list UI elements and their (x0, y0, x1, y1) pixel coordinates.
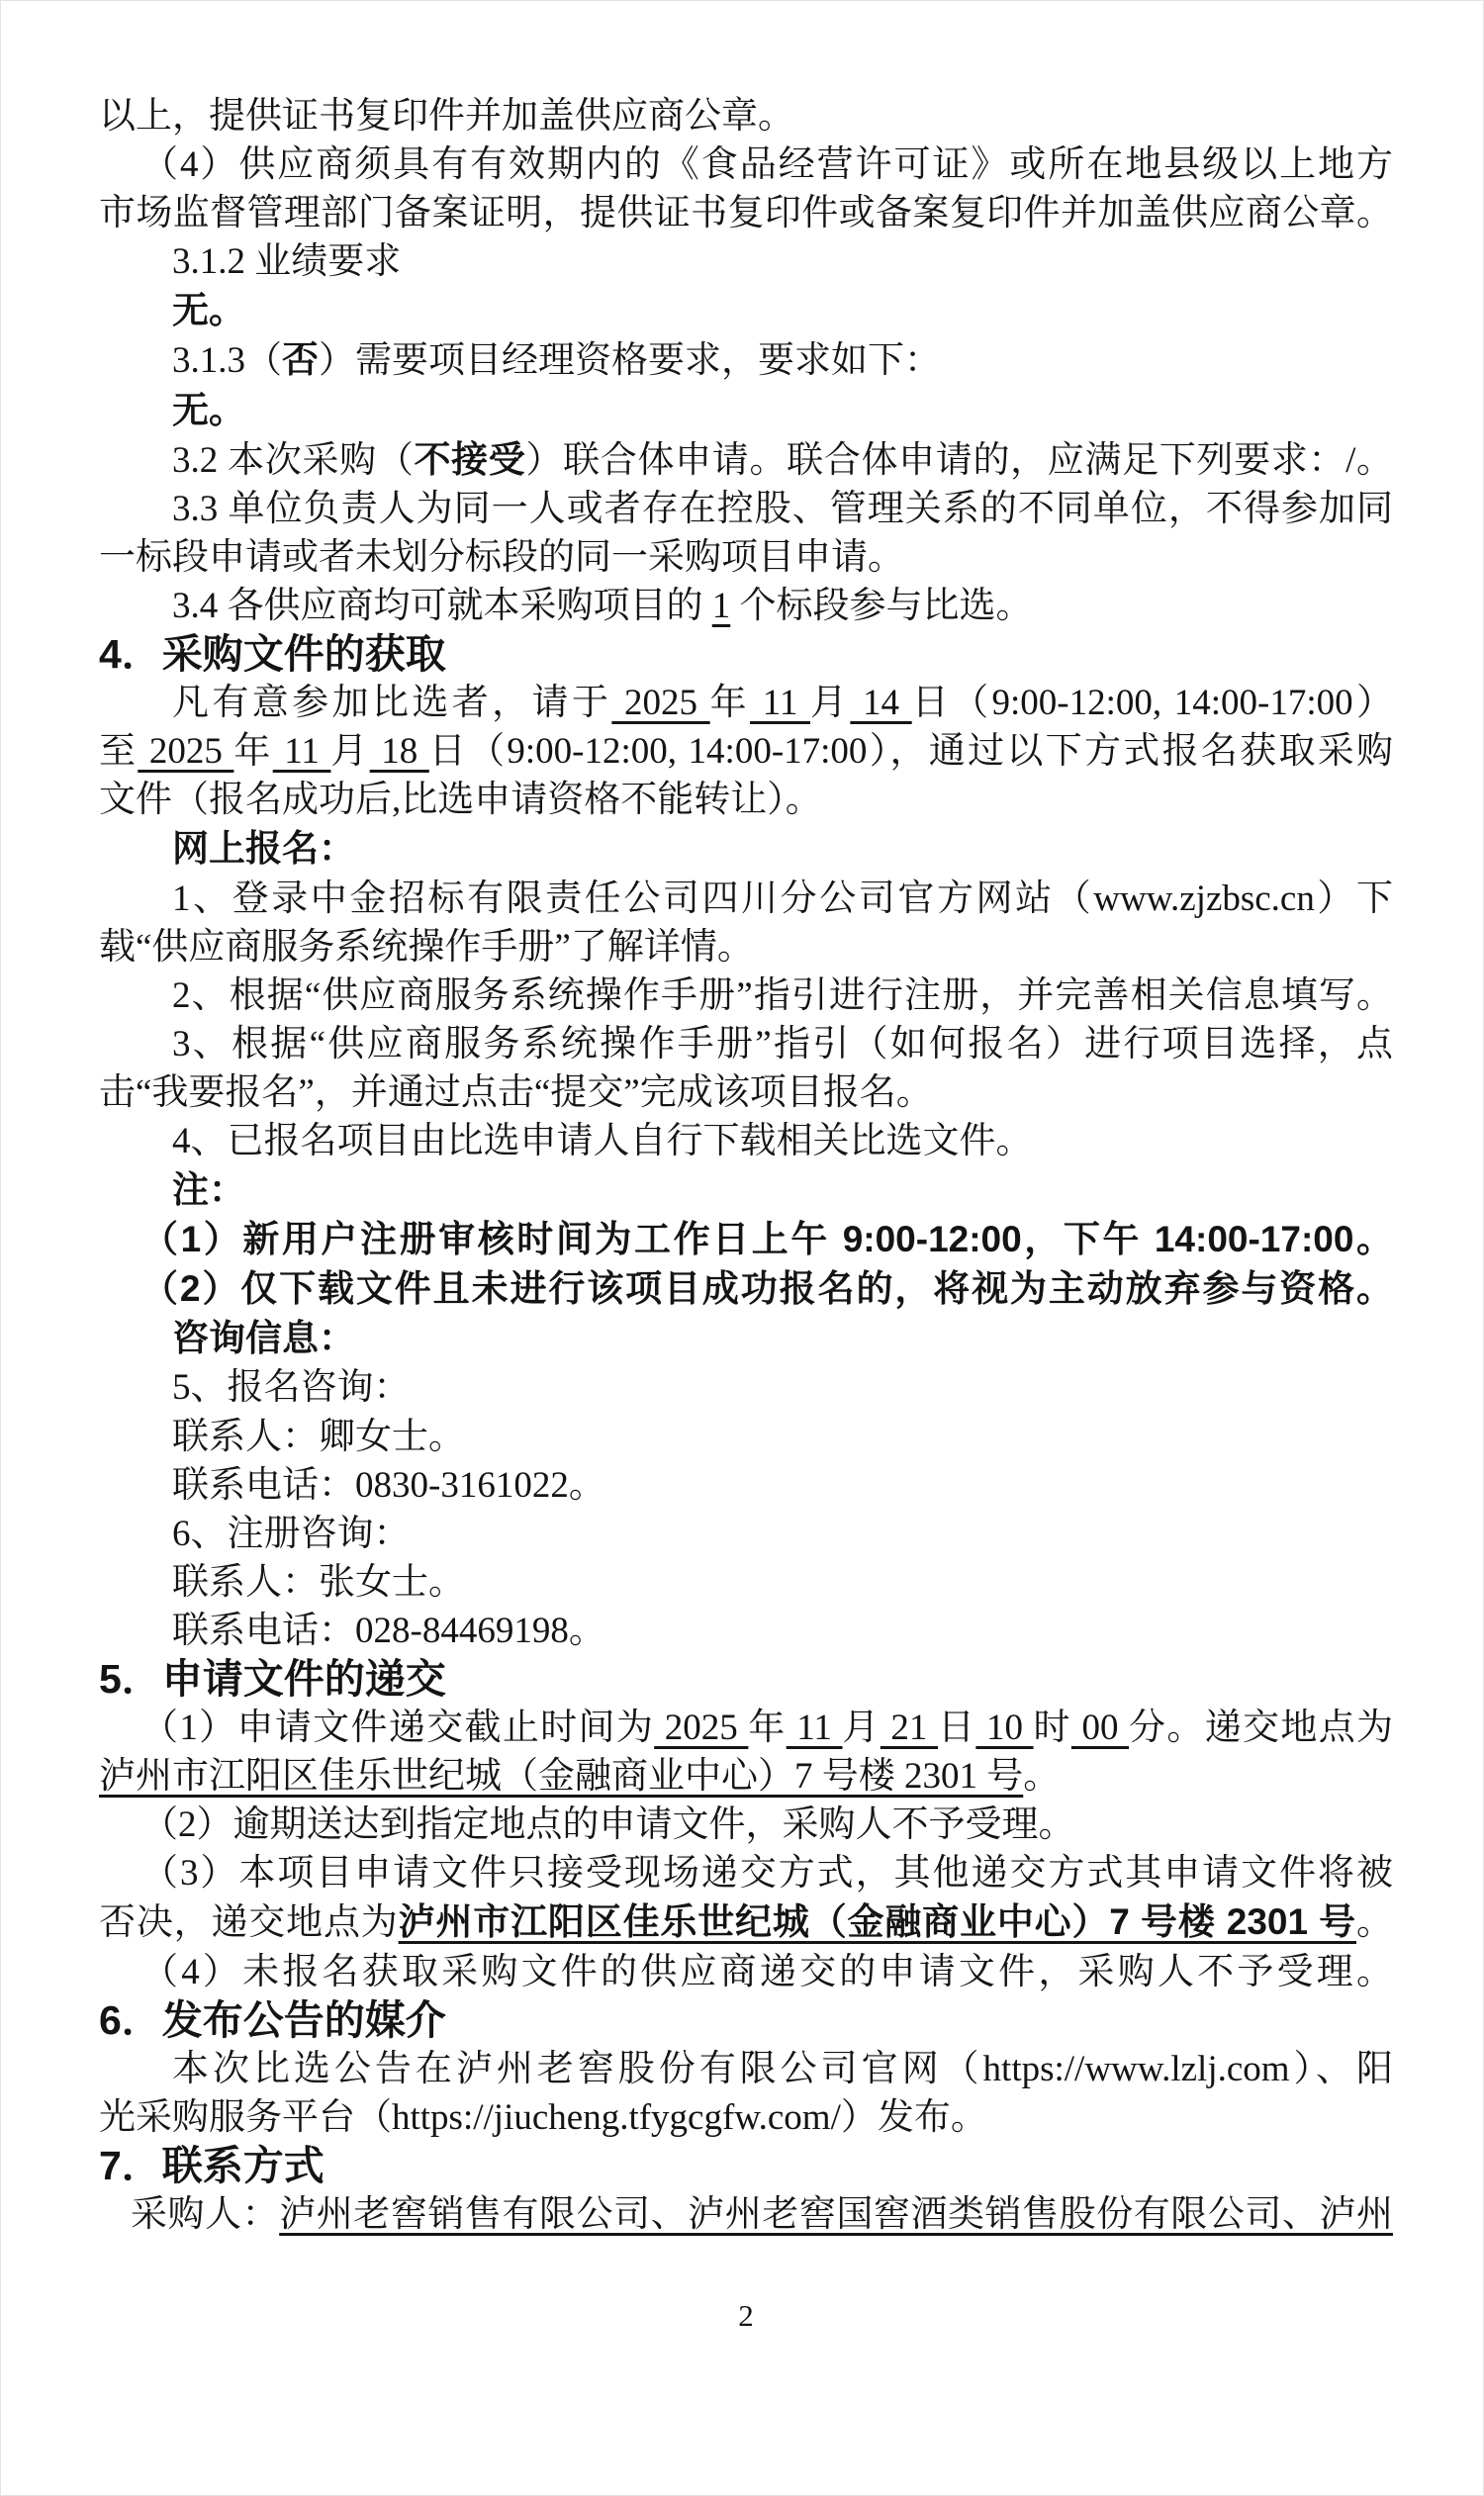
text-line: 文件（报名成功后,比选申请资格不能转让）。 (99, 780, 822, 821)
text-line: 本次比选公告在泸州老窖股份有限公司官网（https://www.lzlj.com）、阳 (172, 2048, 1393, 2089)
text-line: （1）新用户注册审核时间为工作日上午 9:00-12:00，下午 14:00-17:00。 (141, 1219, 1393, 1260)
text-line: 咨询信息： (172, 1318, 355, 1359)
text-line: 5．申请文件的递交 (99, 1656, 446, 1702)
text-line: 6．发布公告的媒介 (99, 1996, 446, 2043)
text-line: 4、已报名项目由比选申请人自行下载相关比选文件。 (172, 1120, 1033, 1161)
text-line: 网上报名： (172, 828, 355, 870)
text-line: 联系人：卿女士。 (172, 1416, 465, 1457)
text-line: 无。 (172, 290, 245, 331)
text-line: 注： (172, 1169, 245, 1211)
text-line: 3.1.2 业绩要求 (172, 241, 402, 283)
text-line: 一标段申请或者未划分标段的同一采购项目申请。 (99, 536, 904, 578)
text-line: 至 2025 年 11 月 18 日（9:00-12:00, 14:00-17:00），通过以下方式报名获取采购 (99, 731, 1394, 773)
text-line: 联系电话：028-84469198。 (172, 1610, 605, 1651)
text-line: 2、根据“供应商服务系统操作手册”指引进行注册，并完善相关信息填写。 (172, 974, 1393, 1016)
text-line: 否决，递交地点为泸州市江阳区佳乐世纪城（金融商业中心）7 号楼 2301 号。 (99, 1901, 1393, 1944)
text-line: （4）供应商须具有有效期内的《食品经营许可证》或所在地县级以上地方 (141, 144, 1393, 186)
text-line: （4）未报名获取采购文件的供应商递交的申请文件，采购人不予受理。 (141, 1951, 1393, 1992)
text-line: 联系电话：0830-3161022。 (172, 1464, 605, 1506)
text-line: 5、报名咨询： (172, 1367, 411, 1409)
text-line: 6、注册咨询： (172, 1513, 411, 1554)
text-line: 凡有意参加比选者，请于 2025 年 11 月 14 日（9:00-12:00, 14:00-17:00） (172, 683, 1394, 724)
text-line: （3）本项目申请文件只接受现场递交方式，其他递交方式其申请文件将被 (141, 1853, 1393, 1895)
text-line: 光采购服务平台（https://jiucheng.tfygcgfw.com/）发布。 (99, 2096, 987, 2138)
text-line: （2）逾期送达到指定地点的申请文件，采购人不予受理。 (141, 1804, 1075, 1846)
text-line: （2）仅下载文件且未进行该项目成功报名的，将视为主动放弃参与资格。 (141, 1268, 1393, 1310)
text-line: 载“供应商服务系统操作手册”了解详情。 (99, 926, 754, 968)
text-line: 以上，提供证书复印件并加盖供应商公章。 (99, 96, 794, 137)
text-line: 采购人：泸州老窖销售有限公司、泸州老窖国窖酒类销售股份有限公司、泸州 (131, 2194, 1394, 2236)
text-line: （1）申请文件递交截止时间为 2025 年 11 月 21 日 10 时 00 分。递交地点为 (141, 1708, 1394, 1749)
text-line: 联系人：张女士。 (172, 1561, 465, 1603)
document-content (99, 92, 1393, 2239)
text-line: 3.3 单位负责人为同一人或者存在控股、管理关系的不同单位，不得参加同 (172, 488, 1393, 529)
text-line: 1、登录中金招标有限责任公司四川分公司官方网站（www.zjzbsc.cn）下 (172, 878, 1393, 919)
text-line: 击“我要报名”，并通过点击“提交”完成该项目报名。 (99, 1071, 933, 1113)
text-line: 市场监督管理部门备案证明，提供证书复印件或备案复印件并加盖供应商公章。 (99, 193, 1393, 234)
text-line: 3.1.3（否）需要项目经理资格要求，要求如下： (172, 339, 941, 382)
text-line: 3、根据“供应商服务系统操作手册”指引（如何报名）进行项目选择，点 (172, 1023, 1393, 1064)
text-line: 4．采购文件的获取 (99, 631, 446, 678)
text-line: 7．联系方式 (99, 2142, 325, 2188)
page-number: 2 (738, 2298, 754, 2333)
text-line: 泸州市江阳区佳乐世纪城（金融商业中心）7 号楼 2301 号。 (99, 1756, 1061, 1798)
text-line: 无。 (172, 389, 245, 430)
text-line: 3.2 本次采购（不接受）联合体申请。联合体申请的，应满足下列要求：/。 (172, 438, 1394, 481)
text-line: 3.4 各供应商均可就本采购项目的 1 个标段参与比选。 (172, 585, 1033, 626)
